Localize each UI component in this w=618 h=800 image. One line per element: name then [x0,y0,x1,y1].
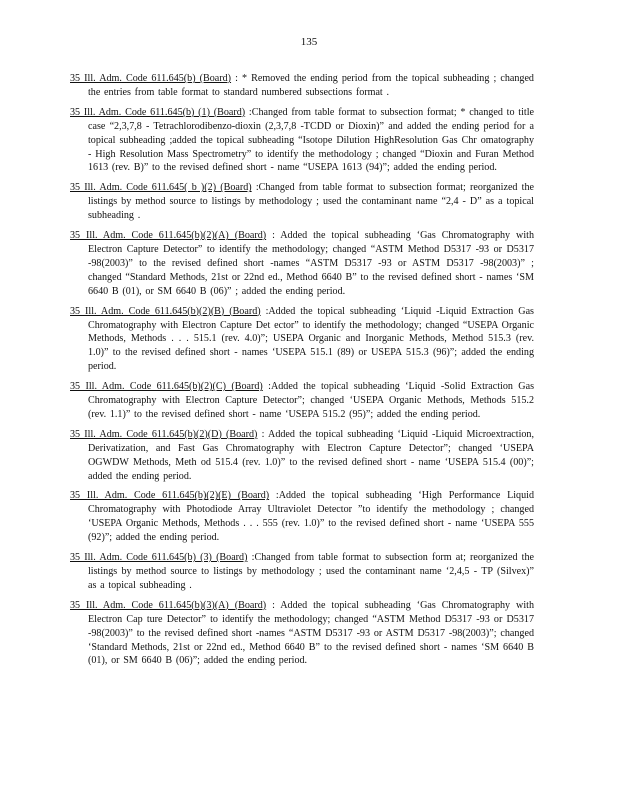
amendment-entry [70,229,534,299]
entry-text: :Added the topical subheading ‘Liquid -Solid Extraction Gas Chromatography with Electron Capture Detector”; changed ‘USEPA Organic Methods, Methods 515.2 (rev. 1.1)” to the revised defined short - name ‘USEPA 515.2 (95)”; added the ending period. [88,381,534,420]
citation: 35 Ill. Adm. Code 611.645(b) (3) (Board) [70,552,248,564]
citation: 35 Ill. Adm. Code 611.645(b) (1) (Board) [70,106,246,118]
amendment-entry [70,551,534,593]
entry-text: :Changed from table format to subsection form at; reorganized the listings by method source to listings by methodology ; used the contaminant name ‘2,4,5 - TP (Silvex)” as a topical subheading . [88,552,535,591]
amendment-entries [70,72,534,674]
citation: 35 Ill. Adm. Code 611.645(b)(2)(B) (Board) [70,305,261,317]
citation: 35 Ill. Adm. Code 611.645(b)(2)(E) (Board) [70,490,270,502]
citation: 35 Ill. Adm. Code 611.645(b)(3)(A) (Board) [70,599,267,611]
amendment-entry [70,380,534,422]
amendment-entry [70,599,534,669]
citation: 35 Ill. Adm. Code 611.645(b) (Board) [70,73,232,84]
amendment-entry [70,106,534,176]
citation: 35 Ill. Adm. Code 611.645(b)(2)(D) (Board) [70,428,258,440]
entry-text: :Changed from table format to subsection format; * changed to title case “2,3,7,8 - Tetrachlorodibenzo-dioxin (2,3,7,8 -TCDD or Dioxin)” and added the ending period for a topical subheading ;added the topical subheading “Isotope Dilution HighResolution Gas Chr omatography - High Resolution Mass Spectrometry” to identify the methodology ; changed “Dioxin and Furan Method 1613 (rev. B)” to the revised defined short - name “USEPA 1613 (94)”; added the ending period. [88,106,534,174]
amendment-entry [70,489,534,545]
entry-text: : Added the topical subheading ‘Liquid -Liquid Microextraction, Derivatization, and Fast Gas Chromatography with Electron Capture Detector”; changed ‘USEPA OGWDW Methods, Meth od 515.4 (rev. 1.0)” to the revised defined short - name ‘USEPA 515.4 (00)”; added the ending period. [88,428,534,482]
amendment-entry [70,181,534,223]
entry-text: : Added the topical subheading ‘Gas Chromatography with Electron Capture Detector” to identify the methodology; changed “ASTM Method D5317 -93 or D5317 -98(2003)” to the revised defined short -names “ASTM D5317 -93 or ASTM D5317 -98(2003)” ; changed “Standard Methods, 21st or 22nd ed., Method 6640 B” to the revised defined short - names ‘SM 6640 B (01), or SM 6640 B (06)” ; added the ending period. [88,230,534,297]
citation: 35 Ill. Adm. Code 611.645(b)(2)(A) (Board) [70,230,267,242]
amendment-entry [70,72,534,100]
citation: 35 Ill. Adm. Code 611.645( b )(2) (Board) [70,182,252,194]
entry-text: : * Removed the ending period from the topical subheading ; changed the entries from table format to standard numbered subsections format . [88,73,534,98]
amendment-entry [70,305,534,375]
page-number: 135 [300,36,318,48]
amendment-entry [70,428,534,484]
citation: 35 Ill. Adm. Code 611.645(b)(2)(C) (Board) [70,381,263,393]
entry-text: : Added the topical subheading ‘Gas Chromatography with Electron Cap ture Detector” to identify the methodology; changed “ASTM Method D5317 -93 or D5317 -98(2003)” to the revised defined short -names “ASTM D5317 -93 or ASTM D5317 -98(2003)”; changed ‘Standard Methods, 21st or 22nd ed., Method 6640 B” to the revised defined short - names ‘SM 6640 B (01), or SM 6640 B (06)”; added the ending period. [88,599,534,667]
entry-text: :Changed from table format to subsection format; reorganized the listings by method source to listings by methodology ; used the contaminant name “2,4 - D” as a topical subheading . [88,182,534,222]
entry-text: :Added the topical subheading ‘Liquid -Liquid Extraction Gas Chromatography with Electron Capture Det ector” to identify the methodology; changed “USEPA Organic Methods, Methods . . . 515.1 (rev. 4.0)”; USEPA Organic and Inorganic Methods, Method 515.3 (rev. 1.0)” to the revised defined short - names ‘USEPA 515.1 (89) or USEPA 515.3 (96)”; added the ending period. [88,305,534,373]
entry-text: :Added the topical subheading ‘High Performance Liquid Chromatography with Photodiode Array Ultraviolet Detector ”to identify the methodology ; changed ‘USEPA Organic Methods, Methods . . . 555 (rev. 1.0)” to the revised defined short - name ‘USEPA 555 (92)”; added the ending period. [88,490,534,544]
